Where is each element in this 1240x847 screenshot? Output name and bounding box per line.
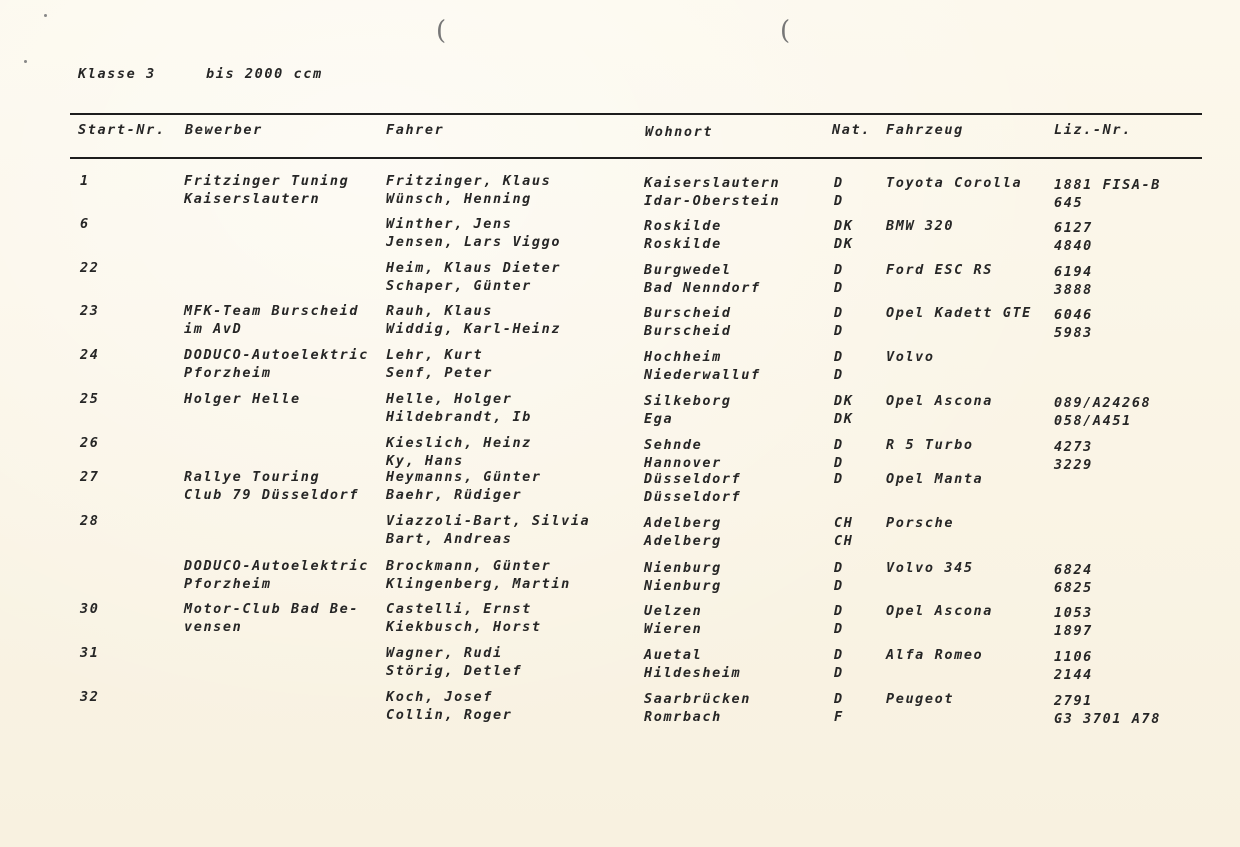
nationality: DK (834, 218, 854, 234)
residence: Sehnde (644, 437, 703, 453)
driver-name: Heim, Klaus Dieter (386, 260, 562, 276)
residence: Adelberg (644, 515, 722, 531)
residence: Burscheid (644, 305, 732, 321)
nationality: D (834, 603, 844, 619)
start-number: 6 (80, 216, 90, 232)
col-liz-nr: Liz.-Nr. (1054, 122, 1132, 138)
license-number: 1897 (1054, 623, 1093, 639)
table-row (0, 469, 1240, 509)
col-fahrzeug: Fahrzeug (886, 122, 964, 138)
entrant-name: DODUCO-Autoelektric (184, 558, 369, 574)
residence: Burgwedel (644, 262, 732, 278)
vehicle: Volvo (886, 349, 935, 365)
license-number: 4273 (1054, 439, 1093, 455)
driver-name: Bart, Andreas (386, 531, 513, 547)
vehicle: BMW 320 (886, 218, 955, 234)
driver-name: Schaper, Günter (386, 278, 532, 294)
start-number: 24 (80, 347, 100, 363)
nationality: F (834, 709, 844, 725)
nationality: D (834, 367, 844, 383)
residence: Wieren (644, 621, 703, 637)
col-wohnort: Wohnort (645, 124, 714, 140)
vehicle: Opel Kadett GTE (886, 305, 1032, 321)
entrant-name: DODUCO-Autoelektric (184, 347, 369, 363)
license-number: 6824 (1054, 562, 1093, 578)
driver-name: Viazzoli-Bart, Silvia (386, 513, 591, 529)
class-label: Klasse 3 (78, 66, 156, 82)
residence: Uelzen (644, 603, 703, 619)
nationality: D (834, 323, 844, 339)
vehicle: Opel Ascona (886, 603, 994, 619)
nationality: CH (834, 533, 854, 549)
driver-name: Wagner, Rudi (386, 645, 503, 661)
col-start-nr: Start-Nr. (78, 122, 166, 138)
driver-name: Brockmann, Günter (386, 558, 552, 574)
residence: Hochheim (644, 349, 722, 365)
driver-name: Ky, Hans (386, 453, 464, 469)
driver-name: Senf, Peter (386, 365, 494, 381)
driver-name: Castelli, Ernst (386, 601, 532, 617)
table-row (0, 513, 1240, 553)
nationality: D (834, 455, 844, 471)
nationality: D (834, 175, 844, 191)
table-row (0, 645, 1240, 685)
table-row (0, 216, 1240, 256)
residence: Ega (644, 411, 674, 427)
start-number: 22 (80, 260, 100, 276)
nationality: D (834, 437, 844, 453)
license-number: 089/A24268 (1054, 395, 1152, 411)
driver-name: Hildebrandt, Ib (386, 409, 532, 425)
nationality: DK (834, 411, 854, 427)
start-number: 28 (80, 513, 100, 529)
vehicle: R 5 Turbo (886, 437, 974, 453)
license-number: 2791 (1054, 693, 1093, 709)
nationality: D (834, 560, 844, 576)
residence: Adelberg (644, 533, 722, 549)
driver-name: Helle, Holger (386, 391, 513, 407)
entrant-name: im AvD (184, 321, 243, 337)
vehicle: Peugeot (886, 691, 955, 707)
table-row (0, 601, 1240, 641)
col-fahrer: Fahrer (386, 122, 445, 138)
license-number: 5983 (1054, 325, 1093, 341)
license-number: 3888 (1054, 282, 1093, 298)
nationality: D (834, 349, 844, 365)
license-number: 1053 (1054, 605, 1093, 621)
vehicle: Ford ESC RS (886, 262, 994, 278)
driver-name: Kiekbusch, Horst (386, 619, 542, 635)
nationality: D (834, 621, 844, 637)
nationality: D (834, 665, 844, 681)
license-number: 4840 (1054, 238, 1093, 254)
table-row (0, 391, 1240, 431)
vehicle: Volvo 345 (886, 560, 974, 576)
residence: Nienburg (644, 560, 722, 576)
driver-name: Collin, Roger (386, 707, 513, 723)
residence: Roskilde (644, 218, 722, 234)
residence: Bad Nenndorf (644, 280, 761, 296)
license-number: 058/A451 (1054, 413, 1132, 429)
driver-name: Klingenberg, Martin (386, 576, 571, 592)
driver-name: Winther, Jens (386, 216, 513, 232)
table-row (0, 303, 1240, 343)
start-number: 30 (80, 601, 100, 617)
vehicle: Opel Manta (886, 471, 984, 487)
driver-name: Fritzinger, Klaus (386, 173, 552, 189)
residence: Idar-Oberstein (644, 193, 781, 209)
table-row (0, 558, 1240, 598)
residence: Silkeborg (644, 393, 732, 409)
entrant-name: vensen (184, 619, 243, 635)
license-number: 6194 (1054, 264, 1093, 280)
residence: Auetal (644, 647, 703, 663)
license-number: 6825 (1054, 580, 1093, 596)
license-number: 6127 (1054, 220, 1093, 236)
driver-name: Störig, Detlef (386, 663, 523, 679)
license-number: 1106 (1054, 649, 1093, 665)
table-row (0, 347, 1240, 387)
driver-name: Koch, Josef (386, 689, 494, 705)
start-number: 27 (80, 469, 100, 485)
driver-name: Jensen, Lars Viggo (386, 234, 562, 250)
entrant-name: MFK-Team Burscheid (184, 303, 360, 319)
entrant-name: Pforzheim (184, 576, 272, 592)
punch-hole-mark: ( (780, 16, 791, 46)
residence: Niederwalluf (644, 367, 761, 383)
residence: Hannover (644, 455, 722, 471)
entrant-name: Rallye Touring (184, 469, 321, 485)
driver-name: Widdig, Karl-Heinz (386, 321, 562, 337)
residence: Roskilde (644, 236, 722, 252)
license-number: 645 (1054, 195, 1084, 211)
license-number: 3229 (1054, 457, 1093, 473)
residence: Romrbach (644, 709, 722, 725)
col-nat: Nat. (832, 122, 871, 138)
license-number: 2144 (1054, 667, 1093, 683)
driver-name: Heymanns, Günter (386, 469, 542, 485)
residence: Saarbrücken (644, 691, 752, 707)
entrant-name: Fritzinger Tuning (184, 173, 350, 189)
entrant-name: Holger Helle (184, 391, 301, 407)
entrant-name: Motor-Club Bad Be- (184, 601, 360, 617)
license-number: G3 3701 A78 (1054, 711, 1162, 727)
table-row (0, 260, 1240, 300)
nationality: D (834, 691, 844, 707)
nationality: D (834, 305, 844, 321)
start-number: 26 (80, 435, 100, 451)
table-row (0, 689, 1240, 729)
residence: Kaiserslautern (644, 175, 781, 191)
residence: Nienburg (644, 578, 722, 594)
nationality: D (834, 471, 844, 487)
start-number: 31 (80, 645, 100, 661)
nationality: DK (834, 236, 854, 252)
residence: Burscheid (644, 323, 732, 339)
nationality: D (834, 262, 844, 278)
start-number: 32 (80, 689, 100, 705)
start-number: 25 (80, 391, 100, 407)
residence: Hildesheim (644, 665, 742, 681)
start-number: 23 (80, 303, 100, 319)
nationality: CH (834, 515, 854, 531)
entrant-name: Club 79 Düsseldorf (184, 487, 360, 503)
license-number: 6046 (1054, 307, 1093, 323)
vehicle: Porsche (886, 515, 955, 531)
vehicle: Opel Ascona (886, 393, 994, 409)
nationality: D (834, 578, 844, 594)
nationality: D (834, 280, 844, 296)
driver-name: Baehr, Rüdiger (386, 487, 523, 503)
table-row (0, 173, 1240, 213)
vehicle: Toyota Corolla (886, 175, 1023, 191)
residence: Düsseldorf (644, 471, 742, 487)
license-number: 1881 FISA-B (1054, 177, 1162, 193)
nationality: DK (834, 393, 854, 409)
col-bewerber: Bewerber (185, 122, 263, 138)
entrant-name: Kaiserslautern (184, 191, 321, 207)
punch-hole-mark: ( (436, 16, 447, 46)
class-range: bis 2000 ccm (206, 66, 323, 82)
residence: Düsseldorf (644, 489, 742, 505)
entrant-name: Pforzheim (184, 365, 272, 381)
start-number: 1 (80, 173, 90, 189)
vehicle: Alfa Romeo (886, 647, 984, 663)
nationality: D (834, 193, 844, 209)
nationality: D (834, 647, 844, 663)
driver-name: Wünsch, Henning (386, 191, 532, 207)
driver-name: Kieslich, Heinz (386, 435, 532, 451)
driver-name: Lehr, Kurt (386, 347, 484, 363)
driver-name: Rauh, Klaus (386, 303, 494, 319)
